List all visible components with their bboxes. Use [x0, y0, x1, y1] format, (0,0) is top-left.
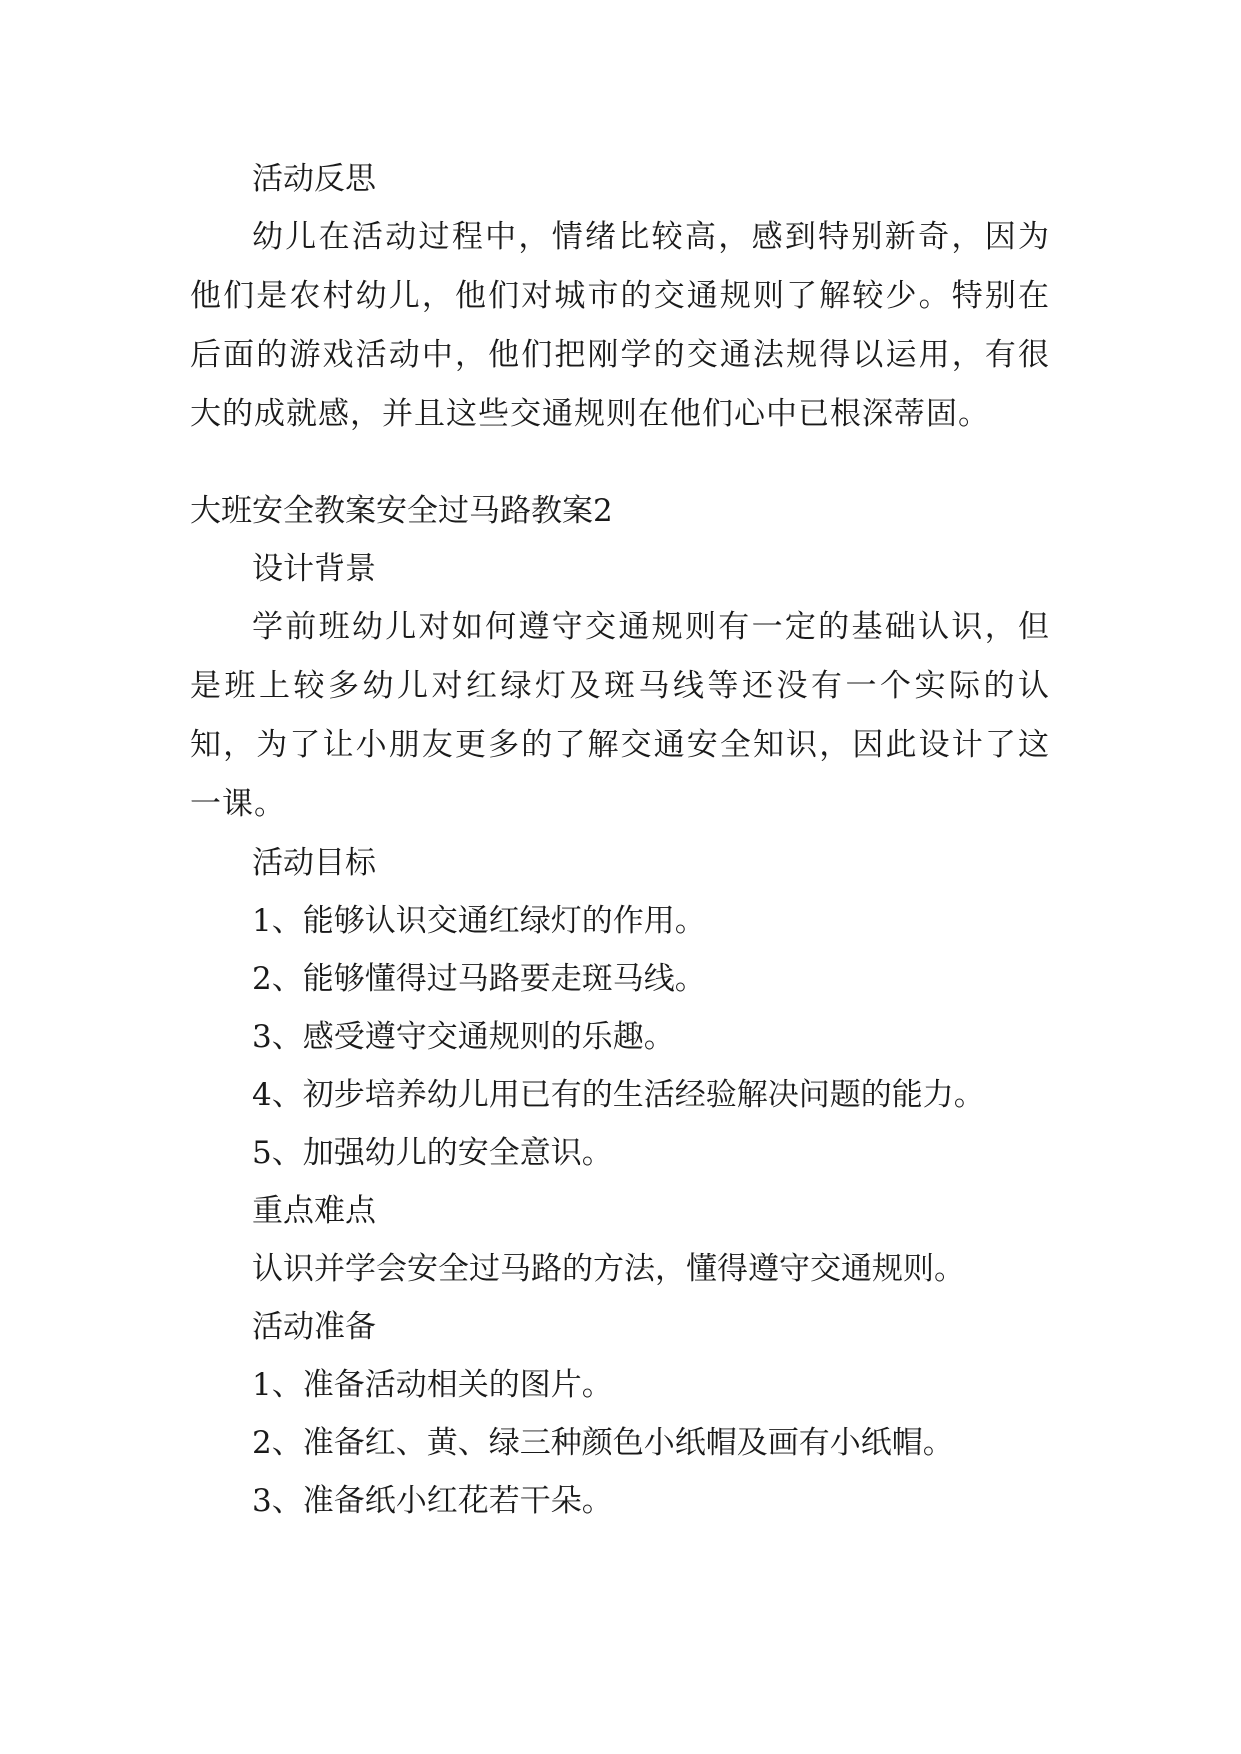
reflection-heading: 活动反思	[252, 161, 376, 197]
design-heading: 设计背景	[252, 551, 376, 587]
goal-item: 4、初步培养幼儿用已有的生活经验解决问题的能力。	[252, 1077, 985, 1113]
goals-heading: 活动目标	[252, 845, 376, 881]
preparation-item: 3、准备纸小红花若干朵。	[252, 1483, 613, 1519]
document-page	[190, 150, 1050, 1530]
lesson-title: 大班安全教案安全过马路教案2	[190, 493, 613, 529]
preparation-item: 2、准备红、黄、绿三种颜色小纸帽及画有小纸帽。	[252, 1425, 954, 1461]
reflection-paragraph: 幼儿在活动过程中，情绪比较高，感到特别新奇，因为他们是农村幼儿，他们对城市的交通规则了解较少。特别在后面的游戏活动中，他们把刚学的交通法规得以运用，有很大的成就感，并且这些交通规则在他们心中已根深蒂固。	[190, 219, 1050, 432]
goal-item: 1、能够认识交通红绿灯的作用。	[252, 903, 706, 939]
key-points-text: 认识并学会安全过马路的方法，懂得遵守交通规则。	[252, 1251, 965, 1287]
key-points-heading: 重点难点	[252, 1193, 376, 1229]
preparation-heading: 活动准备	[252, 1309, 376, 1345]
section-gap	[190, 444, 1050, 482]
preparation-item: 1、准备活动相关的图片。	[252, 1367, 613, 1403]
goal-item: 5、加强幼儿的安全意识。	[252, 1135, 613, 1171]
goal-item: 3、感受遵守交通规则的乐趣。	[252, 1019, 675, 1055]
goal-item: 2、能够懂得过马路要走斑马线。	[252, 961, 706, 997]
design-paragraph: 学前班幼儿对如何遵守交通规则有一定的基础认识，但是班上较多幼儿对红绿灯及斑马线等还没有一个实际的认知，为了让小朋友更多的了解交通安全知识，因此设计了这一课。	[190, 609, 1050, 822]
